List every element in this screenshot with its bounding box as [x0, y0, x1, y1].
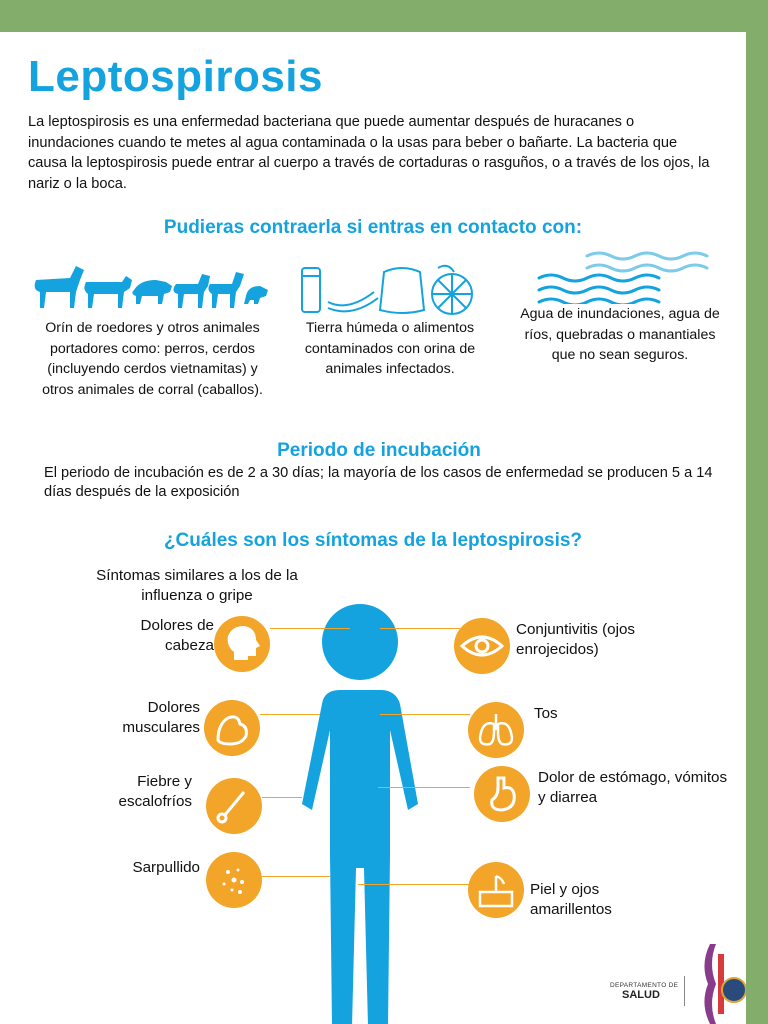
stomach-icon [474, 766, 530, 822]
leader-line [358, 884, 470, 885]
leader-line [270, 628, 350, 629]
animals-illustration [30, 262, 272, 312]
leader-line [380, 714, 470, 715]
skin-icon [468, 862, 524, 918]
food-illustration [298, 262, 486, 318]
leader-line [262, 797, 302, 798]
salud-label: SALUD [622, 989, 660, 1001]
leader-line [378, 787, 470, 788]
leader-line [380, 628, 460, 629]
rash-icon [206, 852, 262, 908]
muscle-pain-label: Dolores musculares [122, 699, 200, 736]
water-text: Agua de inundaciones, agua de ríos, quebradas o manantiales que no sean seguros. [520, 306, 720, 363]
conjunctivitis-label: Conjuntivitis (ojos enrojecidos) [516, 621, 636, 658]
fever-label: Fiebre y escalofríos [118, 773, 192, 810]
thermometer-icon [206, 778, 262, 834]
leader-line [262, 876, 330, 877]
lungs-icon [468, 702, 524, 758]
cough-label: Tos [534, 705, 558, 722]
stomach-label: Dolor de estómago, vómitos y diarrea [538, 769, 728, 806]
headache-label: Dolores de cabeza [140, 617, 214, 654]
intro-paragraph: La leptospirosis es una enfermedad bacteriana que puede aumentar después de huracanes o inundaciones cuando te metes al agua contaminada o la usas para beber o bañarte. La bacteria que causa la leptospirosis puede entrar al cuerpo a través de cortaduras o rasguños, o a través de los ojos, la nariz o la boca. [28, 114, 710, 192]
human-body-figure [278, 604, 444, 1024]
rash-label: Sarpullido [132, 859, 200, 876]
eye-icon [454, 618, 510, 674]
muscle-icon [204, 700, 260, 756]
contact-heading: Pudieras contraerla si entras en contacto con: [163, 217, 583, 238]
water-illustration [535, 248, 715, 304]
leader-line [260, 714, 320, 715]
animals-text: Orín de roedores y otros animales portadores como: perros, cerdos (incluyendo cerdos vietnamitas) y otros animales de corral (caballos). [42, 320, 263, 398]
logo-divider [684, 976, 685, 1006]
department-label: DEPARTAMENTO DE [610, 982, 679, 989]
head-icon [214, 616, 270, 672]
incubation-text: El periodo de incubación es de 2 a 30 días; la mayoría de los casos de enfermedad se producen 5 a 14 días después de la exposición [44, 465, 713, 500]
food-text: Tierra húmeda o alimentos contaminados con orina de animales infectados. [304, 320, 476, 377]
infographic-page [0, 32, 746, 1024]
page-title: Leptospirosis [28, 52, 323, 101]
flu-symptoms-label: Síntomas similares a los de la influenza o gripe [96, 567, 298, 604]
jaundice-label: Piel y ojos amarillentos [530, 881, 612, 918]
department-seal-logo [696, 944, 746, 1024]
symptoms-heading: ¿Cuáles son los síntomas de la leptospirosis? [163, 530, 583, 551]
incubation-heading: Periodo de incubación [277, 440, 481, 461]
